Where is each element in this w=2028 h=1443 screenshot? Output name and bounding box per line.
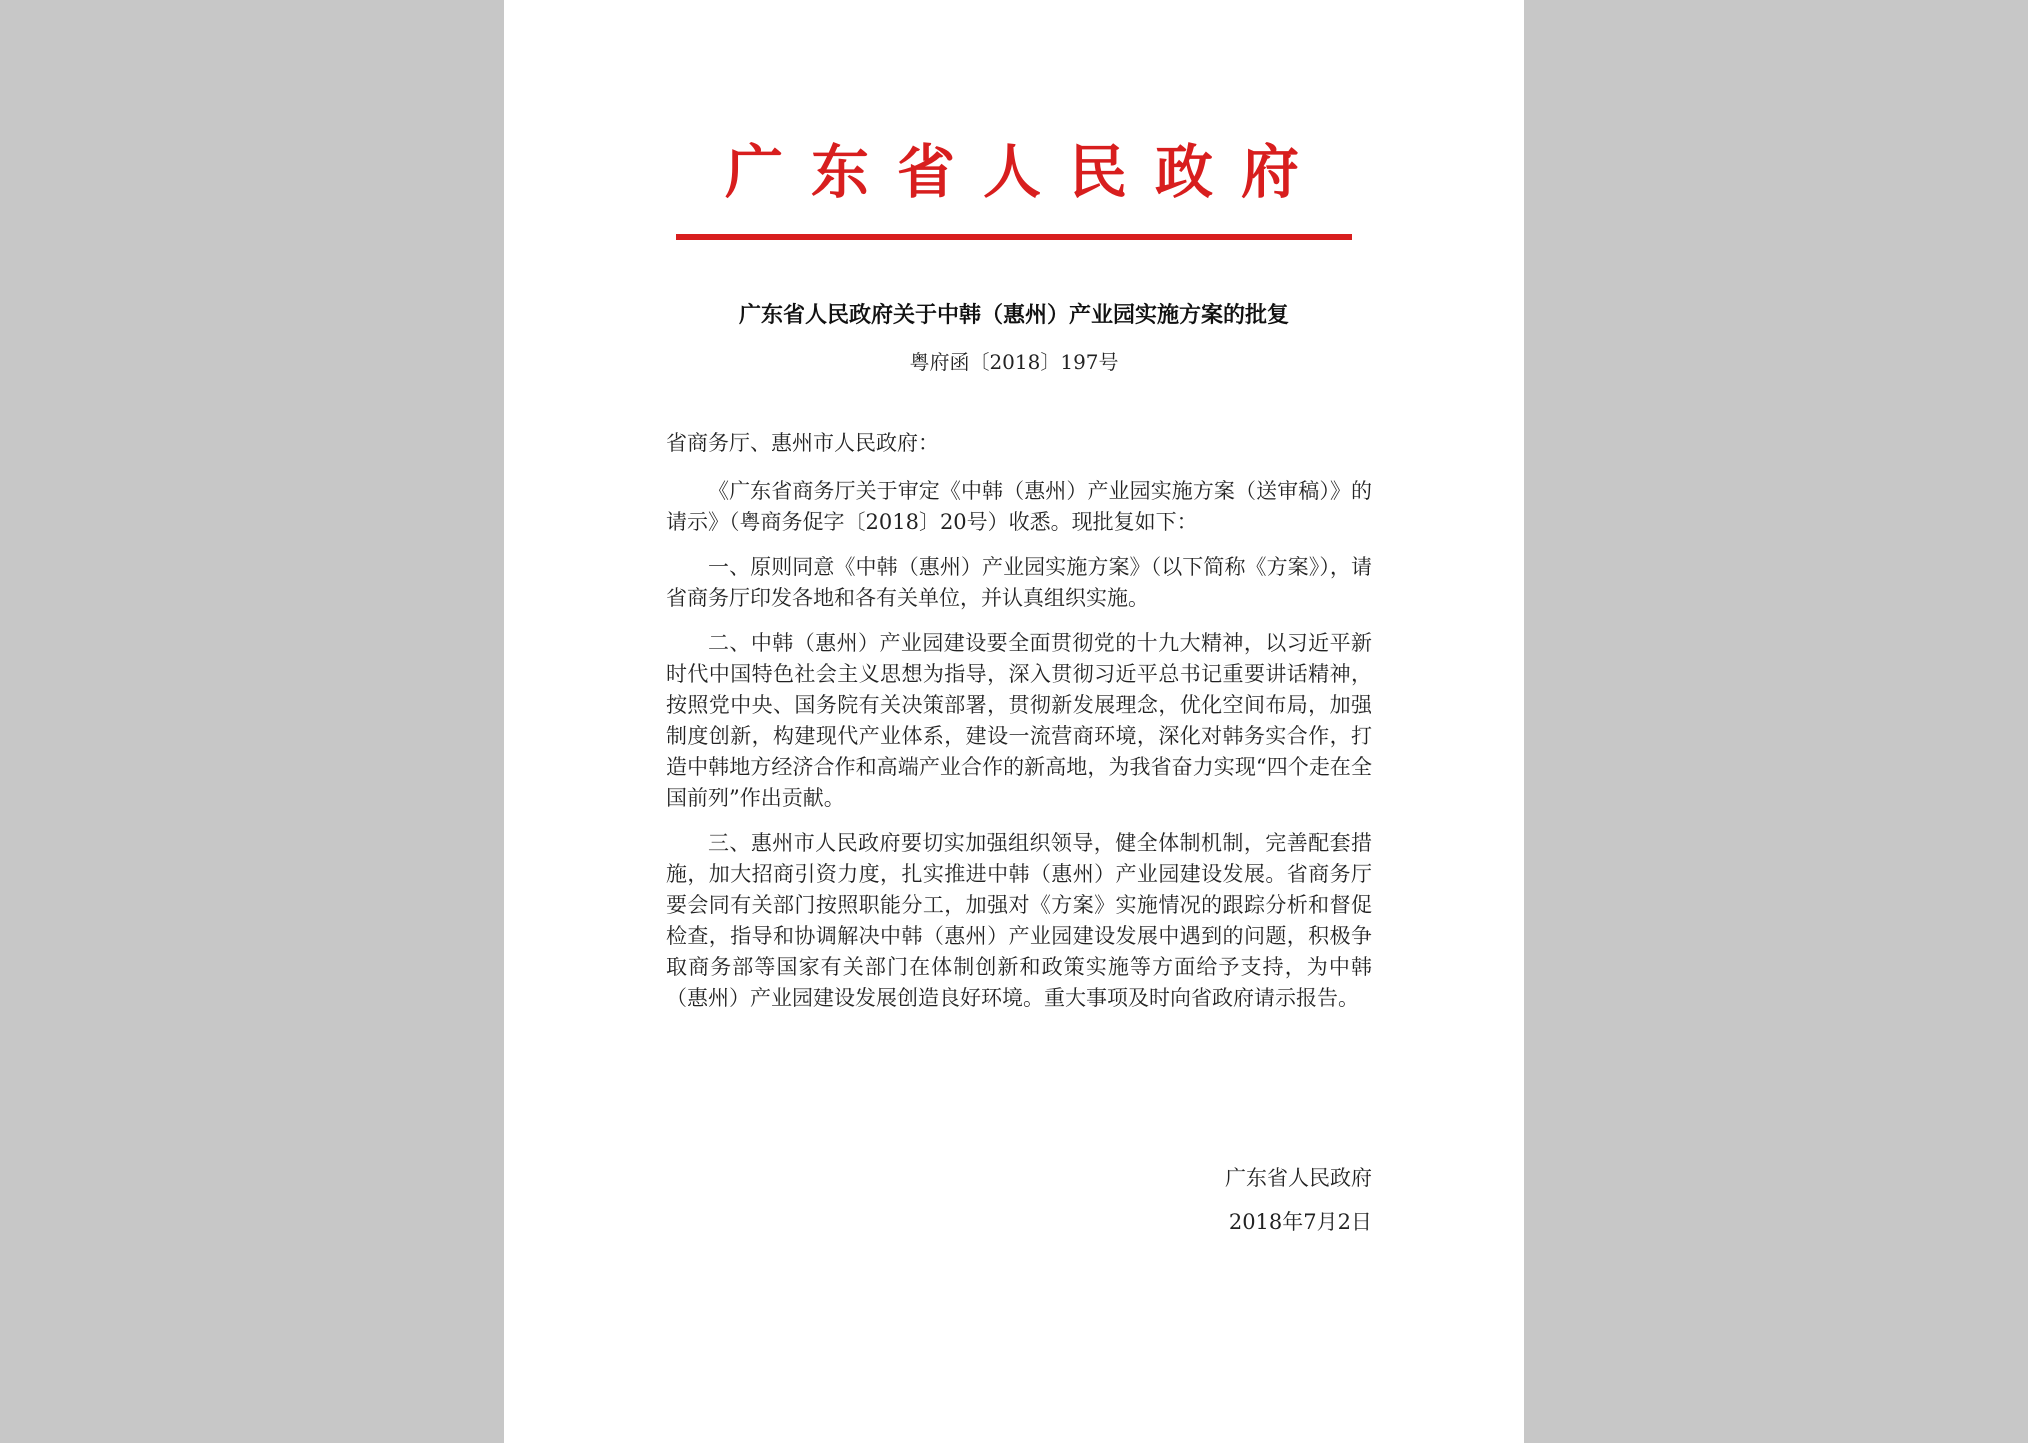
letterhead-red-rule: [676, 234, 1352, 240]
document-title: 广东省人民政府关于中韩（惠州）产业园实施方案的批复: [738, 303, 1289, 328]
signature-date: 2018年7月2日: [1228, 1210, 1372, 1234]
paragraph-2: 二、中韩（惠州）产业园建设要全面贯彻党的十九大精神，以习近平新时代中国特色社会主义思想为指导，深入贯彻习近平总书记重要讲话精神，按照党中央、国务院有关决策部署，贯彻新发展理念，优化空间布局，加强制度创新，构建现代产业体系，建设一流营商环境，深化对韩务实合作，打造中韩地方经济合作和高端产业合作的新高地，为我省奋力实现“四个走在全国前列”作出贡献。: [666, 631, 1372, 810]
addressee: 省商务厅、惠州市人民政府：: [666, 431, 939, 455]
paragraph-1: 一、原则同意《中韩（惠州）产业园实施方案》（以下简称《方案》），请省商务厅印发各地和各有关单位，并认真组织实施。: [666, 555, 1372, 610]
letterhead-title: 广东省人民政府: [724, 138, 1327, 206]
signature-block: [1225, 1156, 1372, 1244]
paragraph-3: 三、惠州市人民政府要切实加强组织领导，健全体制机制，完善配套措施，加大招商引资力度，扎实推进中韩（惠州）产业园建设发展。省商务厅要会同有关部门按照职能分工，加强对《方案》实施情况的跟踪分析和督促检查，指导和协调解决中韩（惠州）产业园建设发展中遇到的问题，积极争取商务部等国家有关部门在体制创新和政策实施等方面给予支持，为中韩（惠州）产业园建设发展创造良好环境。重大事项及时向省政府请示报告。: [666, 831, 1372, 1010]
paragraph-intro: 《广东省商务厅关于审定《中韩（惠州）产业园实施方案（送审稿）》的请示》（粤商务促字〔2018〕20号）收悉。现批复如下：: [666, 479, 1372, 534]
signature-issuer: 广东省人民政府: [1225, 1166, 1372, 1190]
document-number: 粤府函〔2018〕197号: [909, 350, 1119, 374]
document-page: [504, 0, 1524, 1443]
document-body: [666, 428, 1372, 1028]
